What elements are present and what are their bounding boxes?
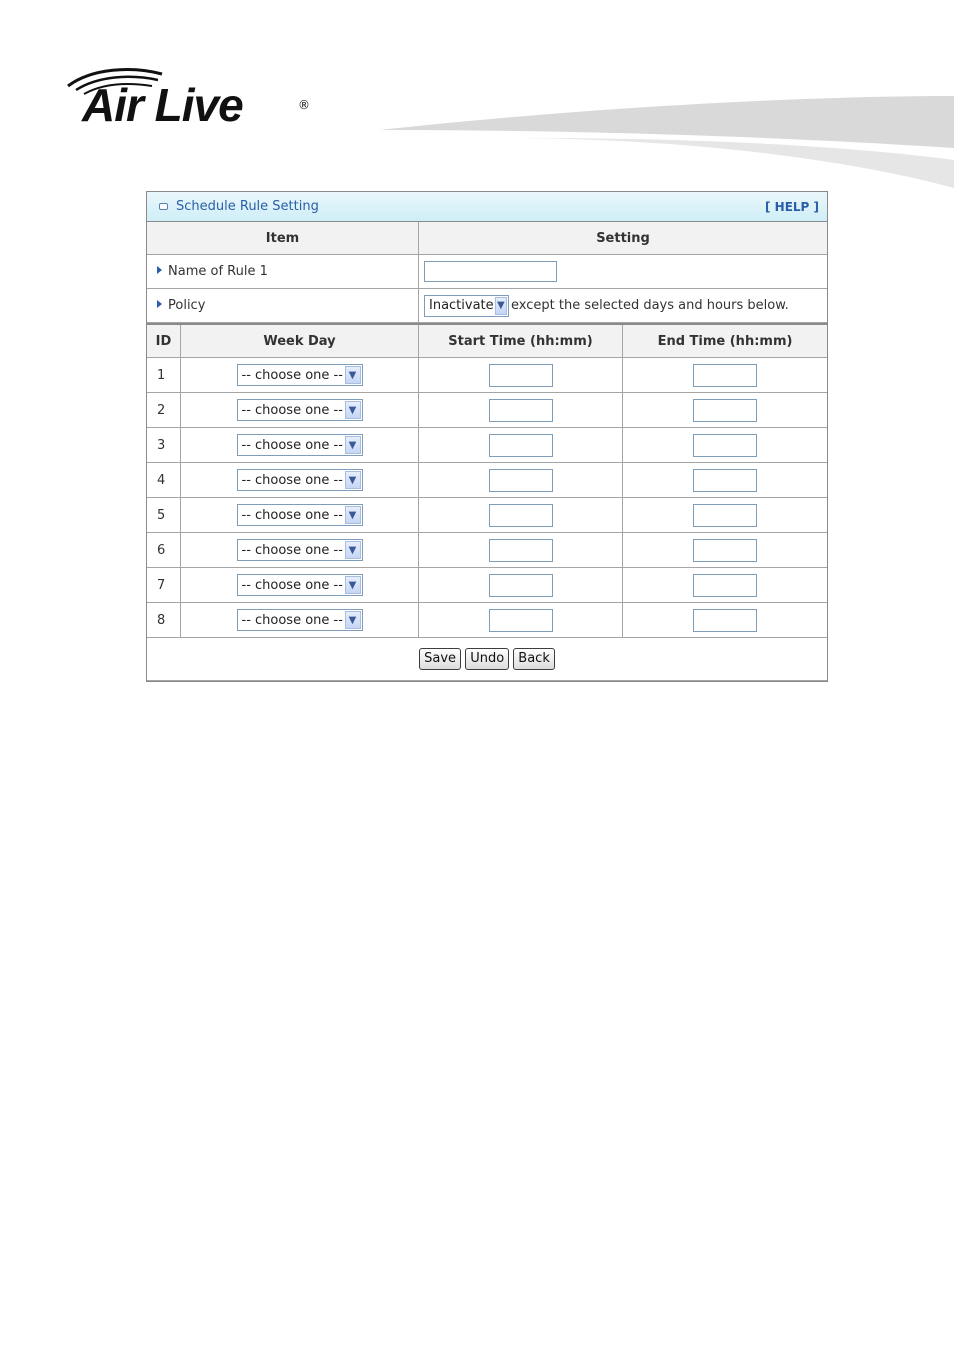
schedule-row bbox=[147, 463, 827, 498]
weekday-select[interactable] bbox=[237, 469, 363, 491]
rule-settings-table bbox=[147, 222, 827, 323]
chevron-down-icon: ▼ bbox=[345, 576, 361, 594]
end-time-input[interactable] bbox=[693, 364, 757, 387]
weekday-select[interactable] bbox=[237, 539, 363, 561]
row-id: 5 bbox=[147, 498, 181, 533]
schedule-row bbox=[147, 428, 827, 463]
undo-button[interactable]: Undo bbox=[465, 648, 509, 670]
column-header-id: ID bbox=[147, 324, 181, 358]
column-header-weekday: Week Day bbox=[181, 324, 419, 358]
start-time-input[interactable] bbox=[489, 609, 553, 632]
start-time-input[interactable] bbox=[489, 574, 553, 597]
weekday-select-value: -- choose one -- bbox=[241, 577, 343, 593]
panel-bullet-icon bbox=[159, 203, 168, 210]
chevron-down-icon: ▼ bbox=[345, 611, 361, 629]
row-id: 7 bbox=[147, 568, 181, 603]
weekday-select[interactable] bbox=[237, 434, 363, 456]
weekday-select-value: -- choose one -- bbox=[241, 437, 343, 453]
row-id: 4 bbox=[147, 463, 181, 498]
row-id: 8 bbox=[147, 603, 181, 638]
schedule-row bbox=[147, 498, 827, 533]
start-time-input[interactable] bbox=[489, 434, 553, 457]
arrow-right-icon bbox=[157, 300, 162, 308]
save-button[interactable]: Save bbox=[419, 648, 461, 670]
weekday-select-value: -- choose one -- bbox=[241, 472, 343, 488]
schedule-row bbox=[147, 568, 827, 603]
schedule-row bbox=[147, 393, 827, 428]
schedule-row bbox=[147, 603, 827, 638]
name-label: Name of Rule 1 bbox=[168, 264, 268, 279]
weekday-select[interactable] bbox=[237, 574, 363, 596]
policy-select[interactable] bbox=[424, 295, 509, 317]
header-swoosh-graphic bbox=[380, 90, 954, 190]
start-time-input[interactable] bbox=[489, 539, 553, 562]
chevron-down-icon: ▼ bbox=[345, 541, 361, 559]
weekday-select-value: -- choose one -- bbox=[241, 507, 343, 523]
policy-select-value: Inactivate bbox=[429, 298, 494, 313]
policy-label: Policy bbox=[168, 298, 206, 313]
start-time-input[interactable] bbox=[489, 364, 553, 387]
back-button[interactable]: Back bbox=[513, 648, 555, 670]
column-header-start-time: Start Time (hh:mm) bbox=[419, 324, 623, 358]
weekday-select-value: -- choose one -- bbox=[241, 367, 343, 383]
start-time-input[interactable] bbox=[489, 469, 553, 492]
weekday-select[interactable] bbox=[237, 609, 363, 631]
end-time-input[interactable] bbox=[693, 469, 757, 492]
brand-name: Air Live bbox=[82, 79, 243, 131]
schedule-row bbox=[147, 358, 827, 393]
schedule-rule-panel bbox=[146, 191, 828, 682]
column-header-setting: Setting bbox=[419, 222, 828, 255]
panel-title: Schedule Rule Setting bbox=[176, 199, 319, 214]
end-time-input[interactable] bbox=[693, 399, 757, 422]
start-time-input[interactable] bbox=[489, 504, 553, 527]
airlive-logo bbox=[62, 64, 322, 136]
weekday-select-value: -- choose one -- bbox=[241, 612, 343, 628]
row-id: 2 bbox=[147, 393, 181, 428]
weekday-select[interactable] bbox=[237, 504, 363, 526]
end-time-input[interactable] bbox=[693, 539, 757, 562]
end-time-input[interactable] bbox=[693, 504, 757, 527]
end-time-input[interactable] bbox=[693, 434, 757, 457]
chevron-down-icon: ▼ bbox=[345, 471, 361, 489]
arrow-right-icon bbox=[157, 266, 162, 274]
end-time-input[interactable] bbox=[693, 609, 757, 632]
row-id: 3 bbox=[147, 428, 181, 463]
end-time-input[interactable] bbox=[693, 574, 757, 597]
weekday-select-value: -- choose one -- bbox=[241, 402, 343, 418]
row-id: 6 bbox=[147, 533, 181, 568]
registered-mark: ® bbox=[298, 98, 310, 112]
schedule-row bbox=[147, 533, 827, 568]
name-row bbox=[147, 255, 827, 289]
start-time-input[interactable] bbox=[489, 399, 553, 422]
column-header-item: Item bbox=[147, 222, 419, 255]
chevron-down-icon: ▼ bbox=[495, 297, 507, 315]
chevron-down-icon: ▼ bbox=[345, 506, 361, 524]
chevron-down-icon: ▼ bbox=[345, 366, 361, 384]
weekday-select-value: -- choose one -- bbox=[241, 542, 343, 558]
column-header-end-time: End Time (hh:mm) bbox=[623, 324, 828, 358]
chevron-down-icon: ▼ bbox=[345, 436, 361, 454]
weekday-select[interactable] bbox=[237, 364, 363, 386]
help-link[interactable]: [ HELP ] bbox=[764, 199, 819, 214]
chevron-down-icon: ▼ bbox=[345, 401, 361, 419]
rule-name-input[interactable] bbox=[424, 261, 557, 282]
schedule-table bbox=[147, 323, 827, 681]
policy-note: except the selected days and hours below. bbox=[511, 298, 789, 313]
panel-header bbox=[147, 192, 827, 222]
policy-row bbox=[147, 289, 827, 323]
row-id: 1 bbox=[147, 358, 181, 393]
action-row bbox=[147, 638, 827, 681]
weekday-select[interactable] bbox=[237, 399, 363, 421]
